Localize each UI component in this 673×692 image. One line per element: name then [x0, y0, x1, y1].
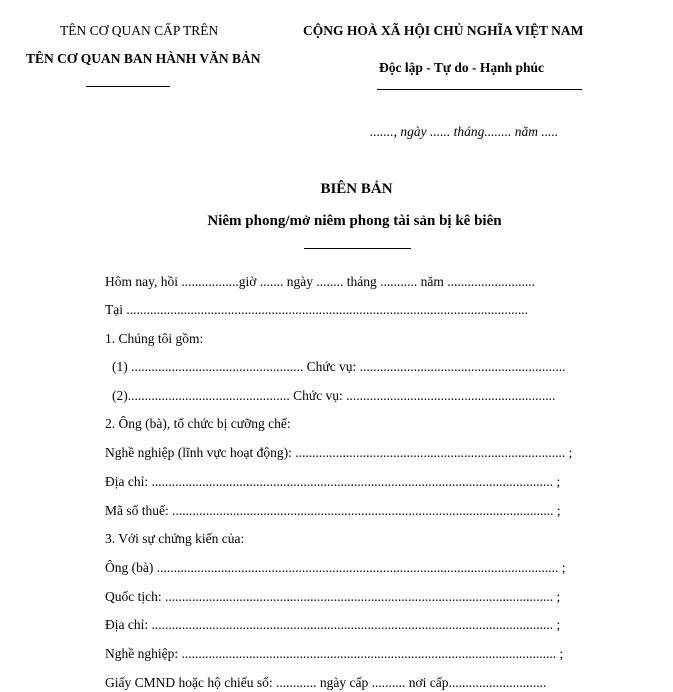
document-title: BIÊN BẢN: [320, 181, 393, 197]
member-2-line: (2)................................................ Chức vụ: ..............................................................: [112, 388, 556, 403]
national-title: CỘNG HOÀ XÃ HỘI CHỦ NGHĨA VIỆT NAM: [303, 23, 584, 38]
motto-underline: [377, 89, 582, 90]
national-motto: Độc lập - Tự do - Hạnh phúc: [379, 60, 545, 75]
location-line: Tại .......................................................................................................................: [105, 302, 528, 317]
witness-occupation-line: Nghề nghiệp: ............................................................................................................... ;: [105, 646, 564, 661]
agency-underline: [86, 86, 170, 87]
issuing-agency: TÊN CƠ QUAN BAN HÀNH VĂN BẢN: [26, 51, 261, 66]
section-2-heading: 2. Ông (bà), tổ chức bị cưỡng chế:: [105, 416, 291, 431]
witness-name-line: Ông (bà) ....................................................................................................................... ;: [105, 560, 566, 575]
title-underline: [304, 248, 411, 249]
section-3-heading: 3. Với sự chứng kiến của:: [105, 531, 245, 546]
document-subtitle: Niêm phong/mở niêm phong tài sản bị kê biên: [207, 213, 502, 229]
nationality-line: Quốc tịch: ................................................................................................................... ;: [105, 589, 561, 604]
witness-address-line: Địa chỉ: ....................................................................................................................... ;: [105, 617, 561, 632]
address-line: Địa chỉ: ....................................................................................................................... ;: [105, 474, 561, 489]
issuing-agency-parent: TÊN CƠ QUAN CẤP TRÊN: [60, 23, 219, 38]
occupation-line: Nghề nghiệp (lĩnh vực hoạt động): ................................................................................ ;: [105, 445, 573, 460]
tax-code-line: Mã số thuế: ................................................................................................................. ;: [105, 503, 561, 518]
id-card-line: Giấy CMND hoặc hộ chiếu số: ............ ngày cấp .......... nơi cấp.............................: [105, 675, 547, 690]
date-line: ......., ngày ...... tháng........ năm .....: [370, 124, 559, 139]
member-1-line: (1) ................................................... Chức vụ: .............................................................: [112, 359, 566, 374]
meeting-time-line: Hôm nay, hồi .................giờ ....... ngày ........ tháng ........... năm ..........................: [105, 274, 535, 289]
section-1-heading: 1. Chúng tôi gồm:: [105, 331, 204, 346]
